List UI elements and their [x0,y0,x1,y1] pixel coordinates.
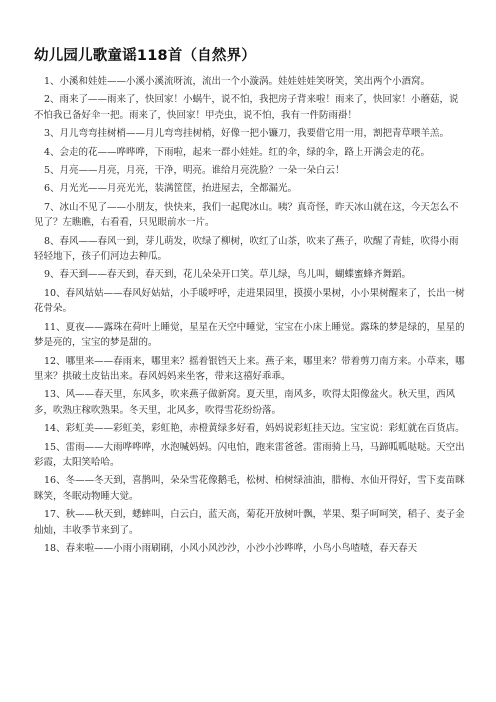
rhyme-item: 12、哪里来——春雨来，哪里来？摇着银铛天上来。燕子来，哪里来？带着剪刀南方来。小草来，哪里来？拱破土皮钻出来。春风妈妈来坐客，带来这禧好乖乖。 [34,355,465,382]
rhyme-item: 18、春来啦——小雨小雨刷刷，小风小风沙沙，小沙小沙哗哗，小鸟小鸟喳喳，春天春天 [44,542,418,554]
rhyme-item: 8、春风——春风一到，芽儿萌发，吹绿了柳树，吹红了山茶，吹来了燕子，吹醒了青蛙，吹得小雨轻轻地下，孩子们河边去种瓜。 [34,235,459,263]
rhyme-item: 3、月儿弯弯挂树梢——月儿弯弯挂树梢，好像一把小镰刀，我要借它用一用，割把青草喂羊羔。 [44,128,450,140]
rhyme-item: 11、夏夜——露珠在荷叶上睡觉，星星在天空中睡觉，宝宝在小床上睡觉。露珠的梦是绿的，星星的梦是亮的，宝宝的梦是甜的。 [34,321,465,349]
rhyme-item: 9、春天到——春天到，春天到，花儿朵朵开口笑。草儿绿，鸟儿叫，蝴蝶蜜蜂齐舞蹈。 [44,269,412,281]
page-title: 幼儿园儿歌童谣118首（自然界） [34,48,256,64]
rhyme-item: 4、会走的花——哗哗哗，下雨啦，起来一群小娃娃。红的伞，绿的伞，路上开满会走的花。 [44,146,431,158]
rhyme-item: 17、秋——秋天到，蟋蟀叫，白云白，蓝天高，菊花开放树叶飘，苹果、梨子呵呵笑，稻子、麦子金灿灿，丰收季节来到了。 [34,509,465,536]
rhyme-item: 1、小溪和娃娃——小溪小溪流呀流，流出一个小漩涡。娃娃娃娃笑呀笑，笑出两个小酒窝。 [44,76,431,87]
rhyme-item: 2、雨来了——雨来了，快回家！小蜗牛，说不怕，我把房子背来啦！雨来了，快回家！小蘑菇，说不怕我已备好伞一把。雨来了，快回家！甲壳虫，说不怕，我有一件防雨褂！ [34,94,459,121]
rhyme-item: 13、风——春天里，东风多，吹来燕子做新窝。夏天里，南风多，吹得太阳像盆火。秋天里，西风多，吹熟庄稼吹熟果。冬天里，北风多，吹得雪花纷纷落。 [34,389,456,416]
rhyme-item: 6、月光光——月亮光光，装满筐筐，抬进屋去，全都漏光。 [44,183,298,195]
rhyme-item: 16、冬——冬天到，喜鹊叫，朵朵雪花像鹅毛，松树、柏树绿油油，腊梅、水仙开得好，雪下麦苗眯眯笑，冬眠动物睡大觉。 [34,475,465,502]
rhyme-item: 5、月亮——月亮，月亮，干净，明亮。谁给月亮洗脸？一朵一朵白云！ [44,165,345,177]
rhyme-item: 15、雷雨——大雨哗哗哗，水泡喊妈妈。闪电怕，跑来雷爸爸。雷雨骑上马，马蹄呱呱哒哒。天空出彩霞，太阳笑哈哈。 [34,441,465,468]
rhyme-item: 14、彩虹美——彩虹美，彩虹艳，赤橙黄绿多好看，妈妈说彩虹挂天边。宝宝说：彩虹就在百货店。 [44,423,465,435]
rhyme-item: 10、春风姑姑——春风好姑姑，小手暖呼呼，走进果园里，摸摸小果树，小小果树醒来了，长出一树花骨朵。 [34,287,465,315]
rhyme-item: 7、冰山不见了——小朋友，快快来，我们一起爬冰山。咦？真奇怪，昨天冰山就在这，今天怎么不见了？左瞧瞧，右看看，只见眼前水一片。 [34,201,459,229]
rhyme-list [34,74,466,556]
